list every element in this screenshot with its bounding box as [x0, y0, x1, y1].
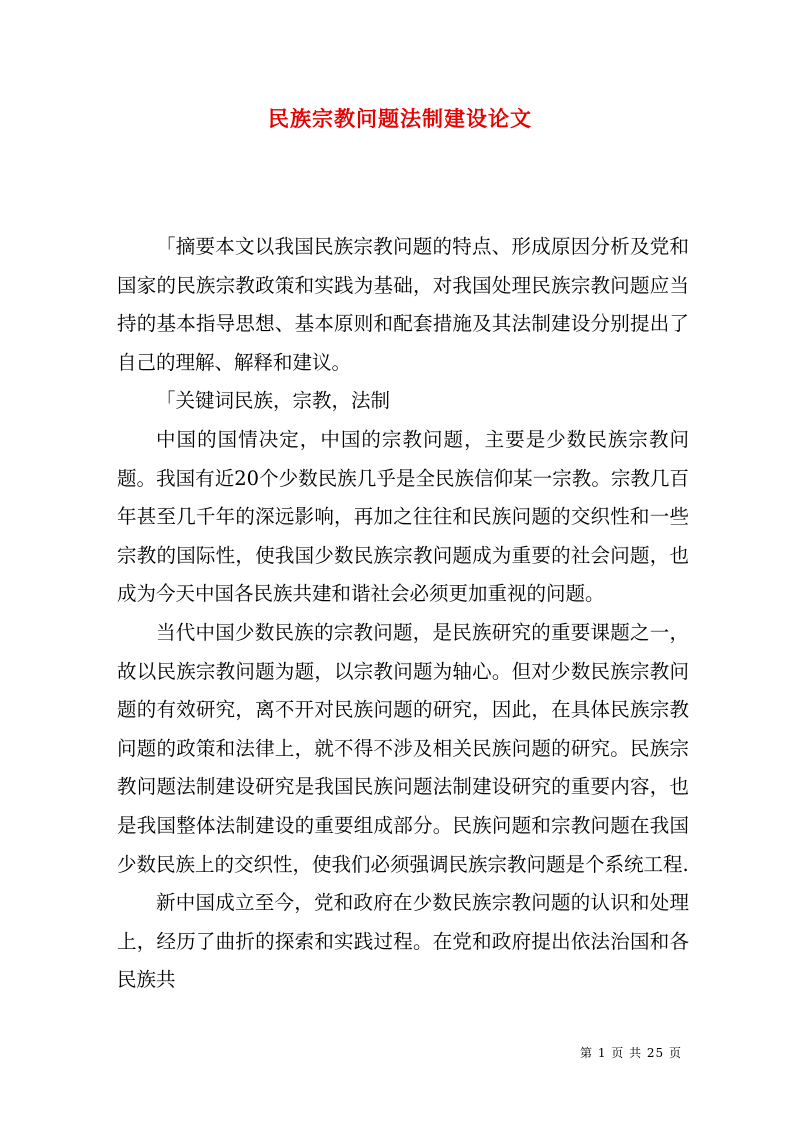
abstract-paragraph: 「摘要本文以我国民族宗教问题的特点、形成原因分析及党和国家的民族宗教政策和实践为基础，对我国处理民族宗教问题应当持的基本指导思想、基本原则和配套措施及其法制建设分别提出了自己的理解、解释和建议。 [117, 235, 689, 374]
body-paragraph: 中国的国情决定，中国的宗教问题，主要是少数民族宗教问题。我国有近20个少数民族几乎是全民族信仰某一宗教。宗教几百年甚至几千年的深远影响，再加之往往和民族问题的交织性和一些宗教的国际性，使我国少数民族宗教问题成为重要的社会问题，也成为今天中国各民族共建和谐社会必须更加重视的问题。 [117, 427, 689, 606]
document-title: 民族宗教问题法制建设论文 [268, 106, 532, 131]
body-paragraph: 新中国成立至今，党和政府在少数民族宗教问题的认识和处理上，经历了曲折的探索和实践过程。在党和政府提出依法治国和各民族共 [117, 891, 689, 992]
body-paragraph: 当代中国少数民族的宗教问题，是民族研究的重要课题之一，故以民族宗教问题为题，以宗教问题为轴心。但对少数民族宗教问题的有效研究，离不开对民族问题的研究，因此，在具体民族宗教问题的政策和法律上，就不得不涉及相关民族问题的研究。民族宗教问题法制建设研究是我国民族问题法制建设研究的重要内容，也是我国整体法制建设的重要组成部分。民族问题和宗教问题在我国少数民族上的交织性，使我们必须强调民族宗教问题是个系统工程. [117, 620, 689, 876]
keywords-paragraph: 「关键词民族，宗教，法制 [156, 389, 391, 413]
document-body [117, 228, 689, 1000]
page-number-footer: 第 1 页 共 25 页 [580, 1046, 682, 1060]
